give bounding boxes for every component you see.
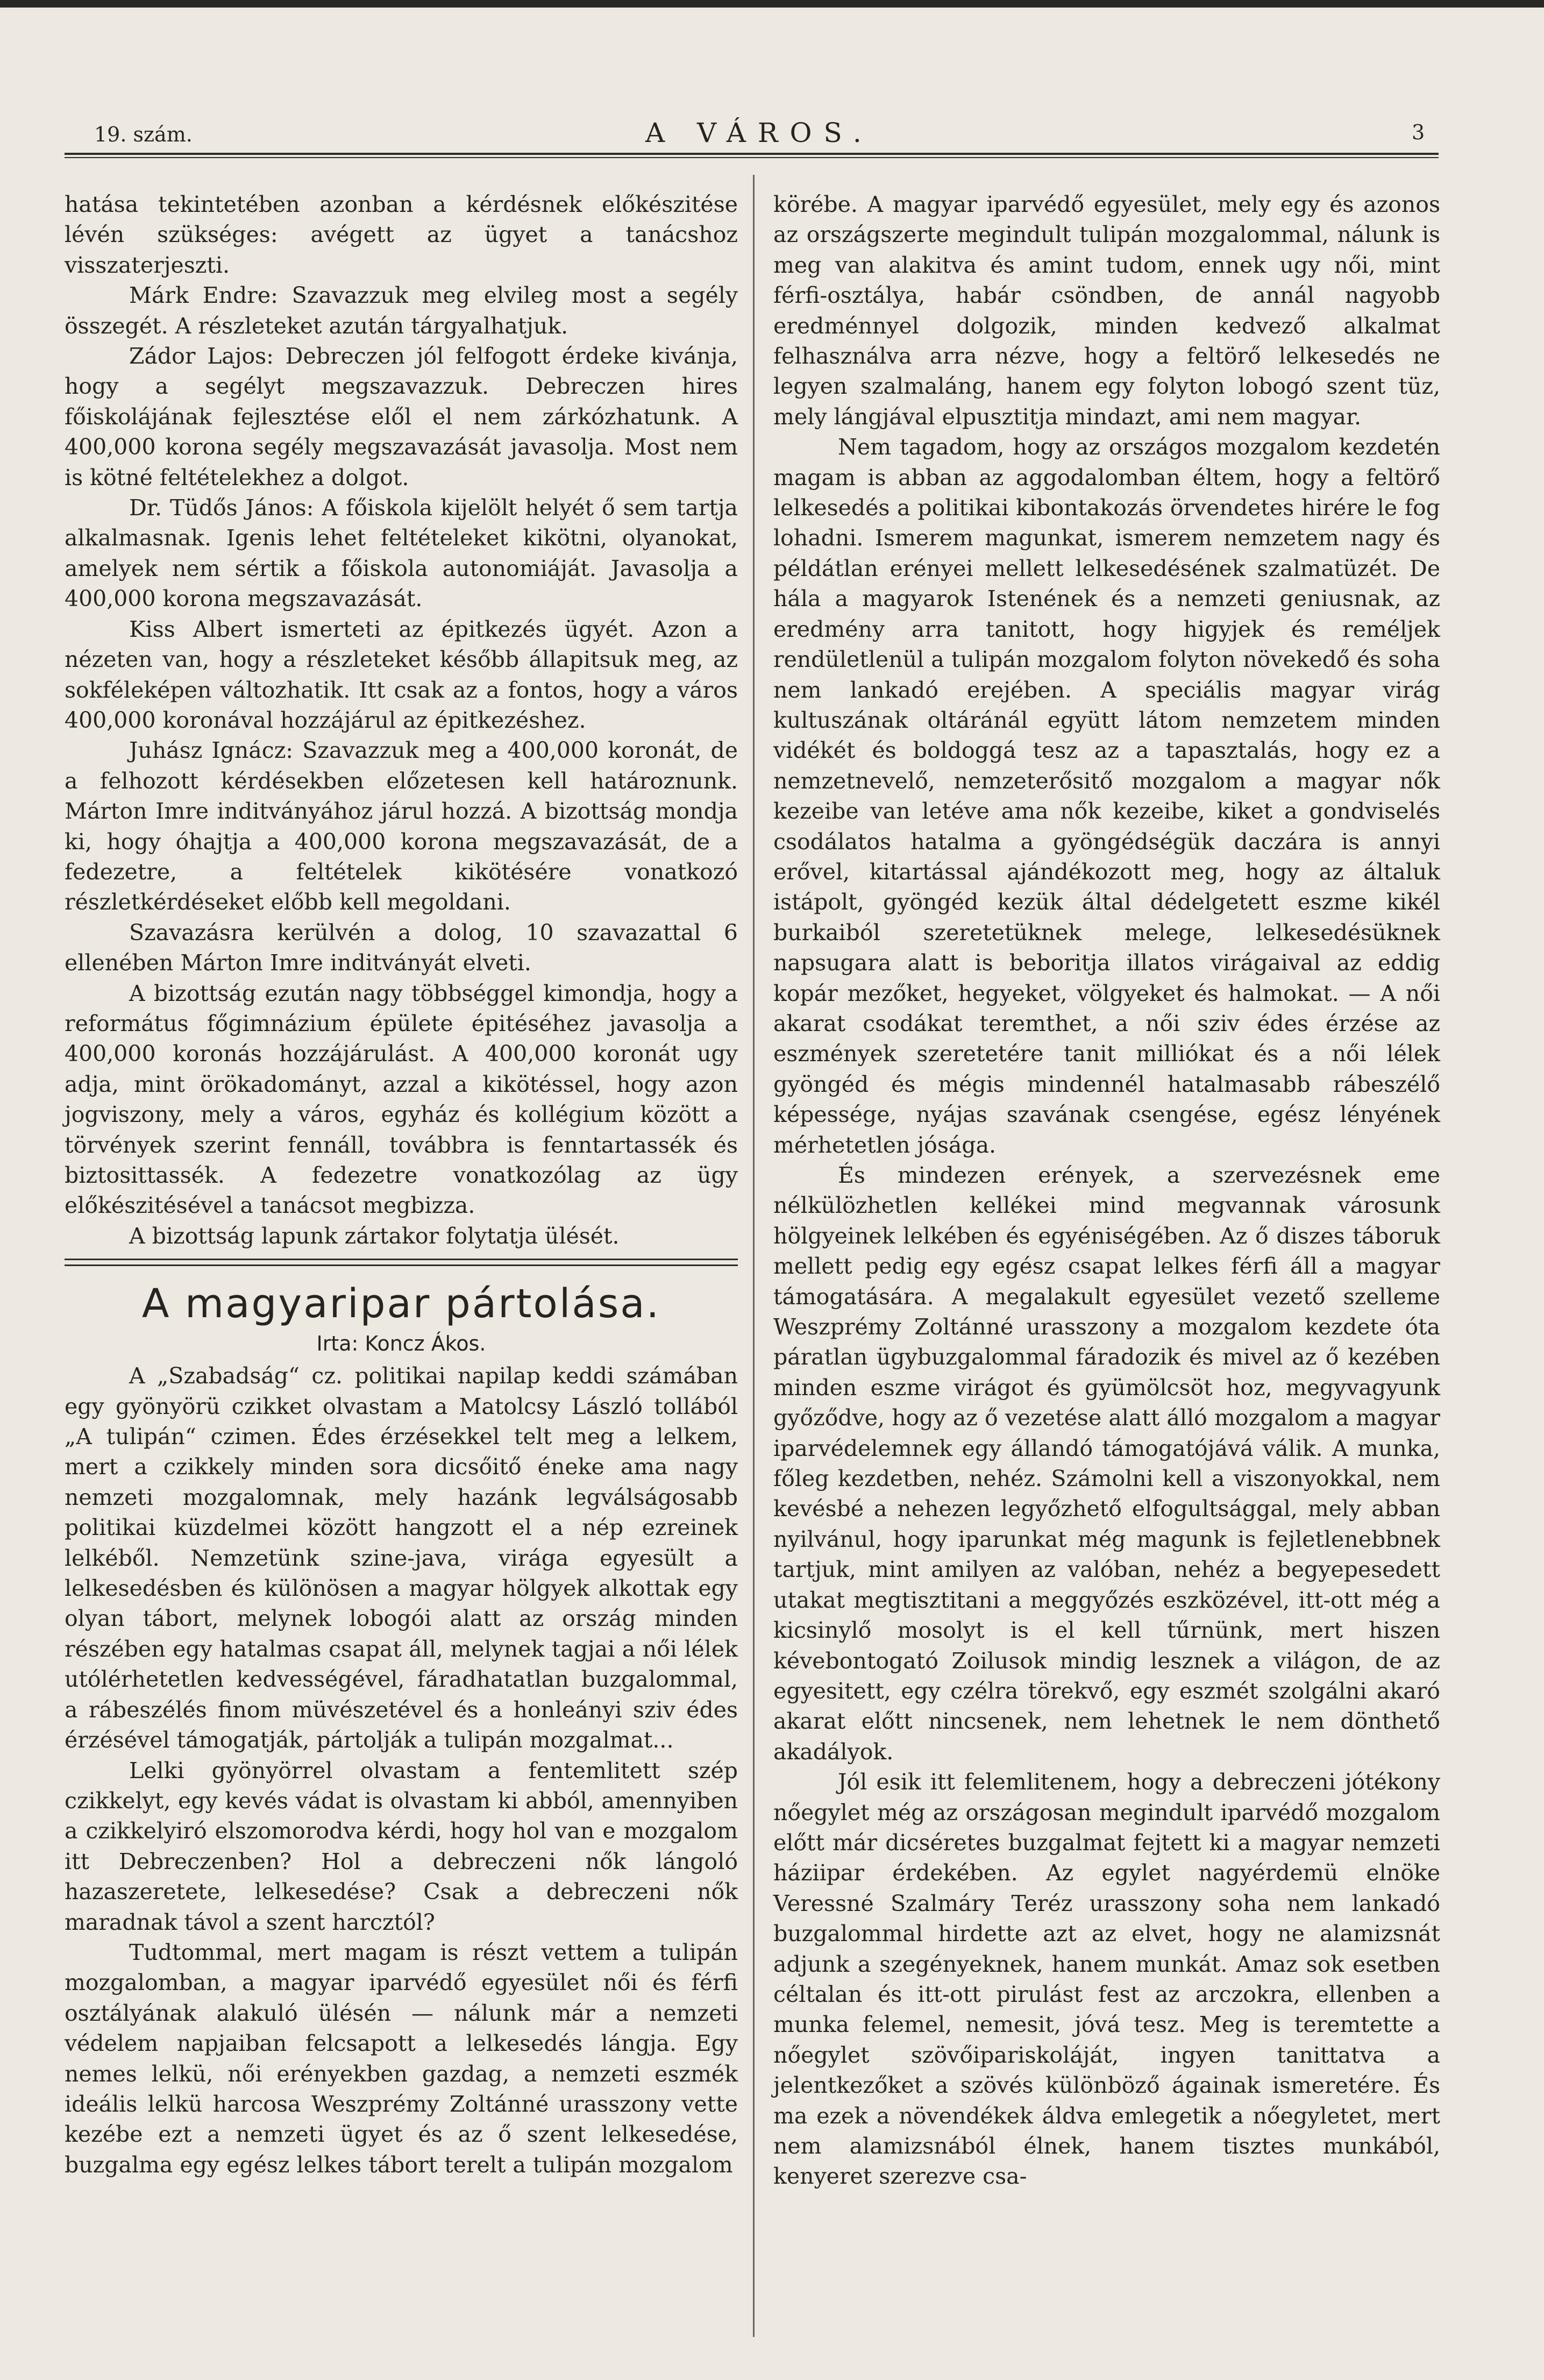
left-column	[65, 189, 738, 2180]
paragraph: Szavazásra kerülvén a dolog, 10 szavazattal 6 ellenében Márton Imre inditványát elveti.	[65, 919, 738, 976]
paragraph: A bizottság ezután nagy többséggel kimondja, hogy a református főgimnázium épülete épitéséhez javasolja a 400,000 koronás hozzájárulást. A 400,000 koronát ugy adja, mint örökadományt, azzal a kikötéssel, hogy azon jogviszony, mely a város, egyház és kollégium között a törvények szerint fennáll, továbbra is fenntartassék és biztosittassék. A fedezetre vonatkozólag az ügy előkészitésével a tanácsot megbizza.	[65, 980, 738, 1219]
section-separator	[65, 1259, 738, 1266]
paragraph: Lelki gyönyörrel olvastam a fentemlitett szép czikkelyt, egy kevés vádat is olvastam ki abból, amennyiben a czikkelyiró elszomorodva kérdi, hogy hol van e mozgalom itt Debreczenben? Hol a debreczeni nők lángoló hazaszeretete, lelkesedése? Csak a debreczeni nők maradnak távol a szent harcztól?	[65, 1757, 738, 1935]
column-divider	[753, 175, 755, 2337]
paragraph: körébe. A magyar iparvédő egyesület, mely egy és azonos az országszerte megindult tulipán mozgalommal, nálunk is meg van alakitva és amint tudom, ennek ugy női, mint férfi-osztálya, habár csöndben, de annál nagyobb eredménnyel dolgozik, minden kedvező alkalmat felhasználva arra nézve, hogy a feltörő lelkesedés ne legyen szalmaláng, hanem egy folyton lobogó szent tüz, mely lángjával elpusztitja mindazt, ami nem magyar.	[773, 191, 1440, 430]
paragraph: És mindezen erények, a szervezésnek eme nélkülözhetlen kellékei mind megvannak városunk hölgyeinek lelkében és egyéniségében. Az ő diszes táboruk mellett pedig egy egész csapat lelkes férfi áll a magyar támogatására. A megalakult egyesület vezető szelleme Weszprémy Zoltánné urasszony a mozgalom kezdete óta páratlan ügybuzgalommal fáradozik és mivel az ő kezében minden eszme virágot és gyümölcsöt hoz, megyvagyunk győződve, hogy az ő vezetése alatt álló mozgalom a magyar iparvédelemnek egy állandó támogatójává válik. A munka, főleg kezdetben, nehéz. Számolni kell a viszonyokkal, nem kevésbé a nehezen legyőzhető elfogultsággal, mely abban nyilvánul, hogy iparunkat még magunk is fejletlenebbnek tartjuk, mint amilyen az valóban, nehéz a begyepesedett utakat megtisztitani a meggyőzés eszközével, itt-ott még a kicsinylő mosolyt is el kell tűrnünk, mert hiszen kévebontogató Zoilusok mindig lesznek a világon, de az egyesitett, egy czélra törekvő, egy eszmét szolgálni akaró akarat előtt nincsenek, nem lehetnek le nem dönthető akadályok.	[773, 1162, 1440, 1765]
paragraph: Tudtommal, mert magam is részt vettem a tulipán mozgalomban, a magyar iparvédő egyesület női és férfi osztályának alakuló ülésén — nálunk már a nemzeti védelem napjaiban felcsapott a lelkesedés lángja. Egy nemes lelkü, női erényekben gazdag, a nemzeti eszmék ideális lelkü harcosa Weszprémy Zoltánné urasszony vette kezébe ezt a nemzeti ügyet és az ő szent lelkesedése, buzgalma egy egész lelkes tábort terelt a tulipán mozgalom	[65, 1939, 738, 2178]
paragraph: A bizottság lapunk zártakor folytatja ülését.	[129, 1223, 620, 1249]
top-edge-band	[0, 0, 1544, 8]
paragraph: Zádor Lajos: Debreczen jól felfogott érdeke kivánja, hogy a segélyt megszavazzuk. Debreczen hires főiskolájának fejlesztése elől el nem zárkózhatunk. A 400,000 korona segély megszavazását javasolja. Most nem is kötné feltételekhez a dolgot.	[65, 343, 738, 491]
paragraph: Márk Endre: Szavazzuk meg elvileg most a segély összegét. A részleteket azután tárgyalhatjuk.	[65, 282, 738, 339]
issue-number: 19. szám.	[94, 123, 193, 146]
header-rule-thin	[65, 157, 1439, 158]
paragraph: Jól esik itt felemlitenem, hogy a debreczeni jótékony nőegylet még az országosan megindult iparvédő mozgalom előtt már dicséretes buzgalmat fejtett ki a magyar nemzeti háziipar érdekében. Az egylet nagyérdemü elnöke Veressné Szalmáry Teréz urasszony soha nem lankadó buzgalommal hirdette azt az elvet, hogy ne alamizsnát adjunk a szegényeknek, hanem munkát. Amaz sok esetben céltalan és itt-ott pirulást fest az arczokra, ellenben a munka felemel, nemesit, jóvá tesz. Meg is teremtette a nőegylet szövőipariskoláját, ingyen tanittatva a jelentkezőket a szövés különböző ágainak ismeretére. És ma ezek a növendékek áldva emlegetik a nőegyletet, mert nem alamizsnából élnek, hanem tisztes munkából, kenyeret szerezve csa-	[773, 1769, 1440, 2190]
paragraph: A „Szabadság“ cz. politikai napilap keddi számában egy gyönyörü czikket olvastam a Matolcsy László tollából „A tulipán“ czimen. Édes érzésekkel telt meg a lelkem, mert a czikkely minden sora dicsőitő éneke ama nagy nemzeti mozgalomnak, mely hazánk legválságosabb politikai küzdelmei között hangzott el a nép ezreinek lelkéből. Nemzetünk szine-java, virága egyesült a lelkesedésben és különösen a magyar hölgyek alkottak egy olyan tábort, melynek lobogói alatt az ország minden részében egy hatalmas csapat áll, melynek tagjai a női lélek utólérhetetlen kedvességével, fáradhatatlan buzgalommal, a rábeszélés finom müvészetével és a honleányi sziv édes érzésével támogatják, pártolják a tulipán mozgalmat...	[65, 1363, 738, 1753]
header-rule	[65, 153, 1439, 155]
right-column	[773, 189, 1440, 2192]
paragraph: hatása tekintetében azonban a kérdésnek előkészitése lévén szükséges: avégett az ügyet a tanácshoz visszaterjeszti.	[65, 191, 738, 278]
paragraph: Dr. Tüdős János: A főiskola kijelölt helyét ő sem tartja alkalmasnak. Igenis lehet feltételeket kikötni, olyanokat, amelyek nem sértik a főiskola autonomiáját. Javasolja a 400,000 korona megszavazását.	[65, 495, 738, 612]
paragraph: Juhász Ignácz: Szavazzuk meg a 400,000 koronát, de a felhozott kérdésekben előzetesen kell határoznunk. Márton Imre inditványához járul hozzá. A bizottság mondja ki, hogy óhajtja a 400,000 korona megszavazását, de a fedezetre, a feltételek kikötésére vonatkozó részletkérdéseket előbb kell megoldani.	[65, 737, 738, 915]
paragraph: Kiss Albert ismerteti az épitkezés ügyét. Azon a nézeten van, hogy a részleteket később állapitsuk meg, az sokféleképen változhatik. Itt csak az a fontos, hogy a város 400,000 koronával hozzájárul az épitkezéshez.	[65, 616, 738, 733]
page-header	[0, 117, 1544, 150]
article-byline: Irta: Koncz Ákos.	[316, 1332, 486, 1356]
page-number: 3	[1412, 120, 1425, 144]
newspaper-title: A VÁROS.	[645, 117, 873, 148]
article-title: A magyaripar pártolása.	[141, 1281, 661, 1327]
paragraph: Nem tagadom, hogy az országos mozgalom kezdetén magam is abban az aggodalomban éltem, hogy a feltörő lelkesedés a politikai kibontakozás örvendetes hirére le fog lohadni. Ismerem magunkat, ismerem nemzetem nagy és példátlan erényei mellett lelkesedésének szalmatüzét. De hála a magyarok Istenének és a nemzeti geniusnak, az eredmény arra tanitott, hogy higyjek és reméljek rendületlenül a tulipán mozgalom folyton növekedő és soha nem lankadó erejében. A speciális magyar virág kultuszának oltáránál együtt látom nemzetem minden vidékét és boldoggá tesz az a tapasztalás, hogy ez a nemzetnevelő, nemzeterősitő mozgalom a magyar nők kezeibe van letéve ama nők kezeibe, kiket a gondviselés csodálatos hatalma a gyöngédségük daczára is annyi erővel, kitartással ajándékozott meg, hogy az általuk istápolt, gyöngéd kezük által dédelgetett eszme kikél burkaiból szeretetüknek melege, lelkesedésüknek napsugara alatt is beboritja illatos virágaival az eddig kopár mezőket, hegyeket, völgyeket és halmokat. — A női akarat csodákat teremthet, a női sziv édes érzése az eszmények szeretetére tanit milliókat és a női lélek gyöngéd és mégis mindennél hatalmasabb rábeszélő képessége, nyájas szavának csengése, egész lényének mérhetetlen jósága.	[773, 434, 1440, 1158]
